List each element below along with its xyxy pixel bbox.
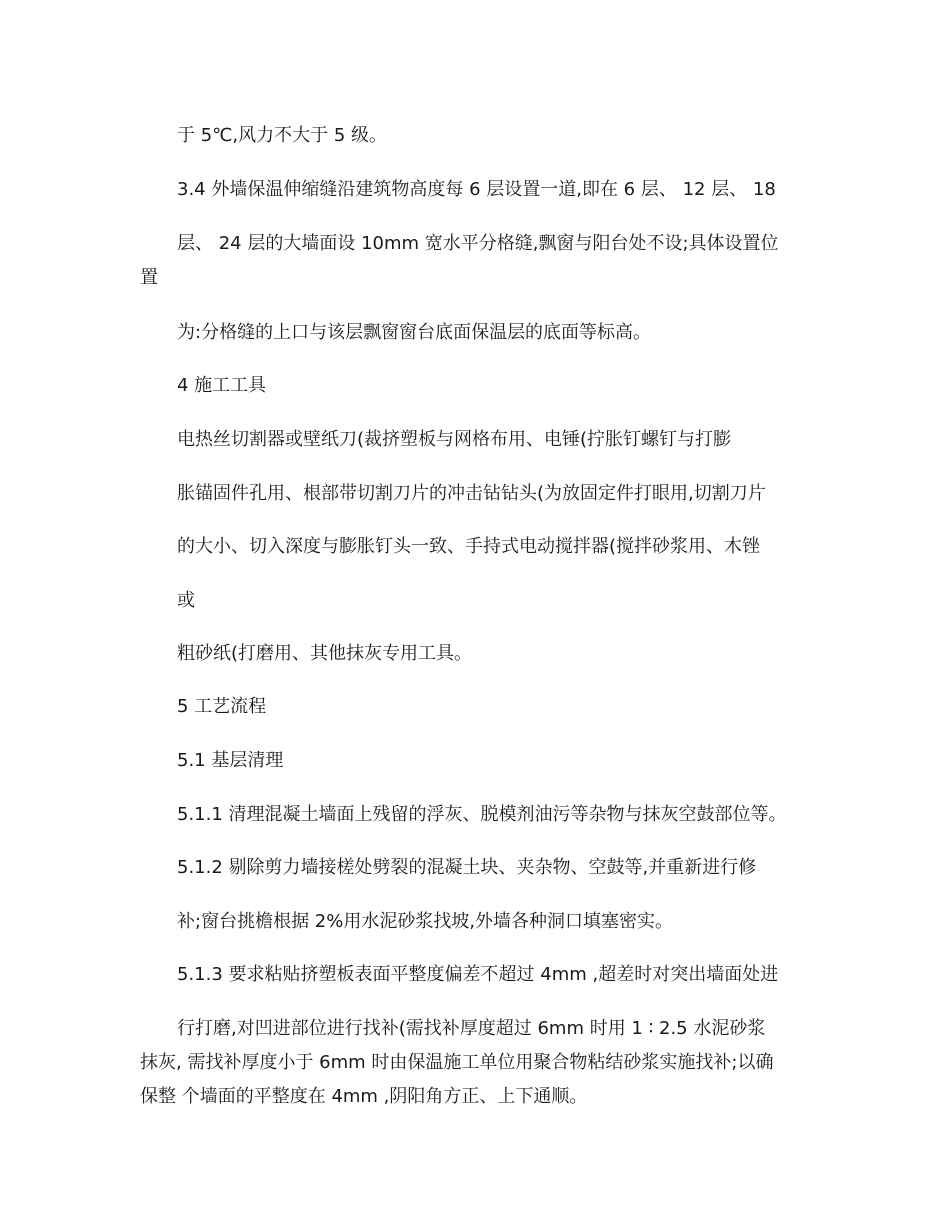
text-line: 的大小、切入深度与膨胀钉头一致、手持式电动搅拌器(搅拌砂浆用、木锉 <box>177 536 761 557</box>
text-line: 行打磨,对凹进部位进行找补(需找补厚度超过 6mm 时用 1 ∶ 2.5 水泥砂浆 <box>177 1018 766 1039</box>
text-line: 抹灰, 需找补厚度小于 6mm 时由保温施工单位用聚合物粘结砂浆实施找补;以确 <box>140 1052 774 1073</box>
text-line: 胀锚固件孔用、根部带切割刀片的冲击钻钻头(为放固定件打眼用,切割刀片 <box>177 483 766 504</box>
text-line: 5.1.1 清理混凝土墙面上残留的浮灰、脱模剂油污等杂物与抹灰空鼓部位等。 <box>177 804 787 825</box>
text-line: 置 <box>140 267 158 288</box>
text-line: 或 <box>177 590 195 611</box>
text-line: 5.1.3 要求粘贴挤塑板表面平整度偏差不超过 4mm ,超差时对突出墙面处进 <box>177 964 779 985</box>
text-line: 补;窗台挑檐根据 2%用水泥砂浆找坡,外墙各种洞口填塞密实。 <box>177 911 674 932</box>
section-heading-5: 5 工艺流程 <box>177 696 267 717</box>
text-line: 粗砂纸(打磨用、其他抹灰专用工具。 <box>177 643 473 664</box>
text-line: 为:分格缝的上口与该层飘窗窗台底面保温层的底面等标高。 <box>177 322 652 343</box>
text-line: 5.1.2 剔除剪力墙接槎处劈裂的混凝土块、夹杂物、空鼓等,并重新进行修 <box>177 857 757 878</box>
section-heading-3-4: 3.4 外墙保温伸缩缝沿建筑物高度每 6 层设置一道,即在 6 层、 12 层、 18 <box>177 179 776 200</box>
section-heading-5-1: 5.1 基层清理 <box>177 750 284 771</box>
text-line: 电热丝切割器或壁纸刀(裁挤塑板与网格布用、电锤(拧胀钉螺钉与打膨 <box>177 429 732 450</box>
text-line: 层、 24 层的大墙面设 10mm 宽水平分格缝,飘窗与阳台处不设;具体设置位 <box>177 233 779 254</box>
text-line: 于 5℃,风力不大于 5 级。 <box>177 125 388 146</box>
text-line: 保整 个墙面的平整度在 4mm ,阴阳角方正、上下通顺。 <box>140 1086 588 1107</box>
section-heading-4: 4 施工工具 <box>177 375 267 396</box>
